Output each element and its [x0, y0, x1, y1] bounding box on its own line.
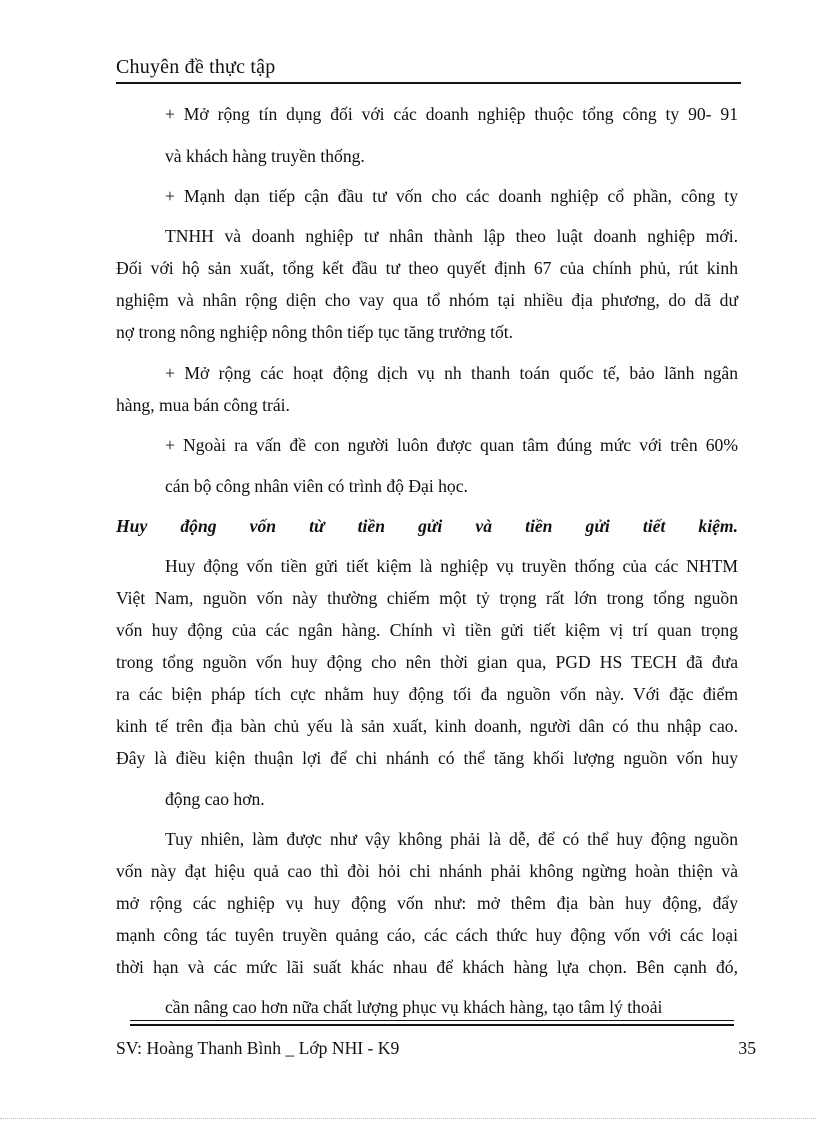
- body-line: + Mạnh dạn tiếp cận đầu tư vốn cho các doanh nghiệp cổ phần, công ty: [165, 186, 738, 206]
- body-line: hàng, mua bán công trái.: [116, 395, 290, 415]
- page-number: 35: [738, 1038, 756, 1058]
- body-line: Huy động vốn tiền gửi tiết kiệm là nghiệp vụ truyền thống của các NHTM: [165, 556, 738, 576]
- body-line: cần nâng cao hơn nữa chất lượng phục vụ khách hàng, tạo tâm lý thoải: [165, 997, 663, 1017]
- body-line: Đối với hộ sản xuất, tổng kết đầu tư theo quyết định 67 của chính phủ, rút kinh: [116, 258, 738, 278]
- body-line: TNHH và doanh nghiệp tư nhân thành lập theo luật doanh nghiệp mới.: [165, 226, 738, 246]
- footer-rule: [130, 1020, 734, 1021]
- body-line: nghiệm và nhân rộng diện cho vay qua tổ nhóm tại nhiều địa phương, do dã dư: [116, 290, 738, 310]
- page-header-title: Chuyên đề thực tập: [116, 56, 276, 78]
- body-line: kinh tế trên địa bàn chủ yếu là sản xuất, kinh doanh, người dân có thu nhập cao.: [116, 716, 738, 736]
- body-line: ra các biện pháp tích cực nhằm huy động tối đa nguồn vốn này. Với đặc điểm: [116, 684, 738, 704]
- body-line: vốn huy động của các ngân hàng. Chính vì tiền gửi tiết kiệm vị trí quan trọng: [116, 620, 738, 640]
- body-line: Tuy nhiên, làm được như vậy không phải là dễ, để có thể huy động nguồn: [165, 829, 738, 849]
- body-line: + Mở rộng các hoạt động dịch vụ nh thanh toán quốc tế, bảo lãnh ngân: [165, 363, 738, 383]
- body-line: + Ngoài ra vấn đề con người luôn được quan tâm đúng mức với trên 60%: [165, 435, 738, 455]
- body-line: + Mở rộng tín dụng đối với các doanh nghiệp thuộc tổng công ty 90- 91: [165, 104, 738, 124]
- page-edge-divider: [0, 1118, 816, 1119]
- body-line: và khách hàng truyền thống.: [165, 146, 365, 166]
- body-line: vốn này đạt hiệu quả cao thì đòi hỏi chi nhánh phải không ngừng hoàn thiện và: [116, 861, 738, 881]
- footer-student-info: SV: Hoàng Thanh Bình _ Lớp NHI - K9: [116, 1038, 400, 1058]
- body-line: Đây là điều kiện thuận lợi để chi nhánh có thể tăng khối lượng nguồn vốn huy: [116, 748, 738, 768]
- body-line: mở rộng các nghiệp vụ huy động vốn như: mở thêm địa bàn huy động, đẩy: [116, 893, 738, 913]
- section-heading: Huy động vốn từ tiền gửi và tiền gửi tiết kiệm.: [116, 516, 738, 536]
- body-line: mạnh công tác tuyên truyền quảng cáo, các cách thức huy động vốn với các loại: [116, 925, 738, 945]
- header-rule: [116, 82, 741, 84]
- body-line: cán bộ công nhân viên có trình độ Đại học.: [165, 476, 468, 496]
- body-line: nợ trong nông nghiệp nông thôn tiếp tục tăng trưởng tốt.: [116, 322, 514, 342]
- body-line: động cao hơn.: [165, 789, 265, 809]
- body-line: Việt Nam, nguồn vốn này thường chiếm một tỷ trọng rất lớn trong tổng nguồn: [116, 588, 738, 608]
- footer-rule: [130, 1024, 734, 1026]
- body-line: trong tổng nguồn vốn huy động cho nên thời gian qua, PGD HS TECH đã đưa: [116, 652, 738, 672]
- body-line: thời hạn và các mức lãi suất khác nhau để khách hàng lựa chọn. Bên cạnh đó,: [116, 957, 738, 977]
